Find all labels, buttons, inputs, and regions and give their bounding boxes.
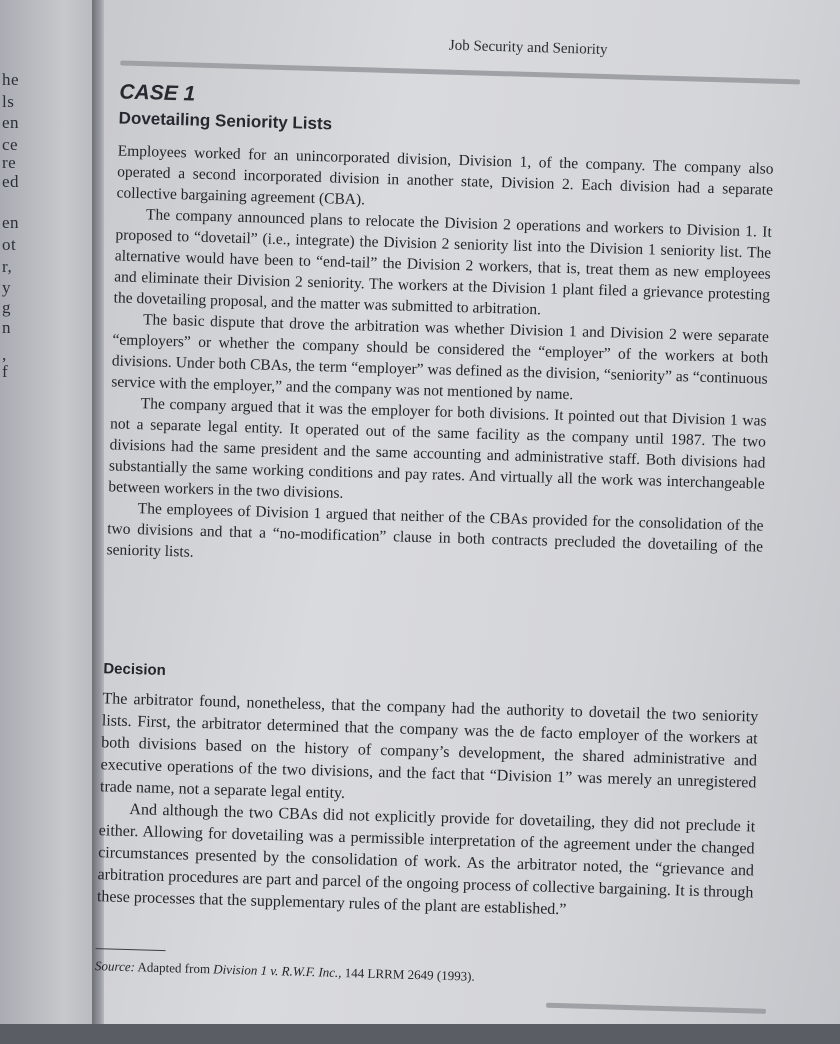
- decision-heading: Decision: [103, 660, 167, 679]
- case-body: [106, 140, 773, 578]
- left-page-fragment: r,: [2, 257, 13, 276]
- left-page-fragment: ce: [2, 135, 19, 154]
- source-case-name: Division 1 v. R.W.F. Inc.,: [213, 961, 342, 981]
- left-page-fragment: he: [2, 70, 20, 89]
- paragraph: The company argued that it was the employer for both divisions. It pointed out that Division 1 was not a separate legal entity. It operated out of the same facility as the company until 1987. The two divisions had the same president and the same accounting and administrative staff. Both divisions had substantially the same working conditions and pay rates. And virtually all the work was interchangeable between workers in the two divisions.: [108, 395, 767, 502]
- source-prefix: Adapted from: [137, 959, 211, 977]
- source-label: Source:: [94, 958, 136, 975]
- book-page: [94, 0, 840, 1024]
- left-page-fragment: ot: [2, 235, 17, 254]
- left-page-fragment: n: [2, 318, 11, 337]
- page-content: [75, 0, 839, 1044]
- left-page-fragment: re: [2, 153, 17, 172]
- left-page-fragment: y: [2, 278, 11, 297]
- paragraph: The basic dispute that drove the arbitration was whether Division 1 and Division 2 were separate “employers” or whether the company should be considered the “employer” of the workers at both divisions. Under both CBAs, the term “employer” was defined as the division, “seniority” as “continuous service with the employer,” and the company was not mentioned by name.: [111, 311, 770, 404]
- paragraph: And although the two CBAs did not explicitly provide for dovetailing, they did not preclude it either. Allowing for dovetailing was a permissible interpretation of the agreement under the changed circumstances presented by the consolidation of work. As the arbitrator noted, the “grievance and arbitration procedures are part and parcel of the ongoing process of collective bargaining. It is through these processes that the supplementary rules of the plant are established.”: [96, 801, 756, 919]
- paragraph: Employees worked for an unincorporated division, Division 1, of the company. The company also operated a second incorporated division in another state, Division 2. Each division had a separate collective bargaining agreement (CBA).: [116, 142, 774, 209]
- left-page-fragment: g: [2, 298, 11, 317]
- left-page-fragment: en: [2, 113, 20, 132]
- left-page-fragment: ls: [2, 92, 15, 111]
- running-head: Job Security and Seniority: [448, 37, 608, 59]
- left-page-edge: [0, 0, 92, 1024]
- decision-body: [97, 688, 759, 926]
- paragraph: The arbitrator found, nonetheless, that the company had the authority to dovetail the two seniority lists. First, the arbitrator determined that the company was the de facto employer of the workers at both divisions based on the history of company’s development, the shared administrative and executive operations of the two divisions, and the fact that “Division 1” was merely an unregistered trade name, not a separate legal entity.: [99, 690, 759, 803]
- left-page-fragment: f: [2, 362, 9, 381]
- source-citation-text: 144 LRRM 2649 (1993).: [344, 965, 475, 984]
- case-title: Dovetailing Seniority Lists: [118, 108, 333, 134]
- case-label: CASE 1: [119, 80, 196, 106]
- left-page-fragment: ,: [2, 345, 7, 364]
- source-citation: [95, 958, 475, 985]
- paragraph: The employees of Division 1 argued that neither of the CBAs provided for the consolidation of the two divisions and that a “no-modification” clause in both contracts precluded the dovetailing of the seniority lists.: [106, 500, 764, 561]
- left-page-fragment: ed: [2, 172, 20, 191]
- left-page-fragment: en: [2, 213, 20, 232]
- paragraph: The company announced plans to relocate the Division 2 operations and workers to Division 1. It proposed to “dovetail” (i.e., integrate) the Division 2 seniority list into the Division 1 seniority list. The alternative would have been to “end-tail” the Division 2 workers, that is, treat them as new employees and eliminate their Division 2 seniority. The workers at the Division 1 plant filed a grievance protesting the dovetailing proposal, and the matter was submitted to arbitration.: [113, 206, 773, 319]
- footer-rule: [546, 1003, 766, 1014]
- source-rule: [95, 948, 165, 951]
- header-rule: [120, 60, 800, 84]
